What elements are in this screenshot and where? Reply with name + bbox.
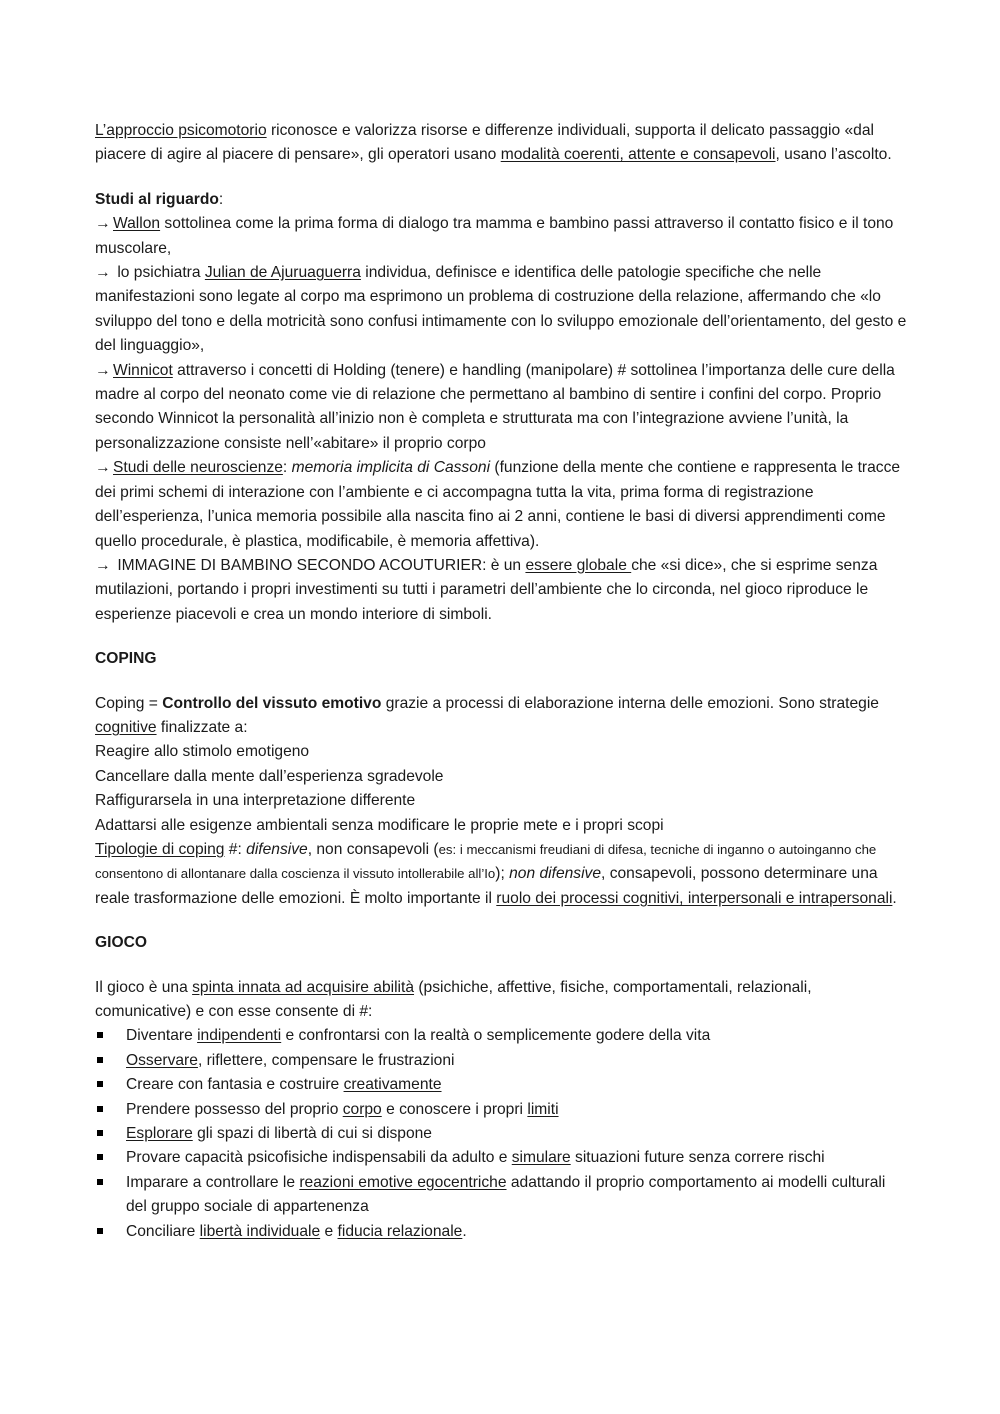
bullet-underline: indipendenti	[197, 1027, 282, 1045]
list-item	[95, 1098, 907, 1122]
arrow-right-icon: →	[95, 361, 111, 379]
gioco-def-post: (psichiche, affettive, fisiche, comportamentali, relazionali, comunicative) e con esse consente di #:	[95, 978, 812, 1020]
coping-types-text3: , consapevoli, possono determinare una reale trasformazione delle emozioni. È molto importante il	[95, 865, 878, 907]
coping-types-text2: );	[495, 865, 510, 883]
studi-item-neuroscienze	[95, 456, 907, 554]
coping-types-title: Tipologie di coping	[95, 840, 225, 858]
square-bullet-icon	[97, 1057, 103, 1063]
bullet-text: adattando il proprio comportamento ai modelli culturali del gruppo sociale di appartenenza	[126, 1173, 886, 1216]
bullet-text: , riflettere, compensare le frustrazioni	[197, 1051, 455, 1069]
bullet-text: e	[320, 1222, 338, 1240]
square-bullet-icon	[97, 1081, 103, 1087]
bullet-text: situazioni future senza correre rischi	[570, 1149, 825, 1167]
bullet-text: Imparare a controllare le	[126, 1173, 300, 1191]
arrow-right-icon: →	[95, 556, 111, 574]
coping-types-example: es: i meccanismi freudiani di difesa, tecniche di inganno o autoinganno che consentono di allontanare dalla coscienza il vissuto intollerabile all’Io	[95, 841, 877, 882]
arrow-right-icon: →	[95, 215, 111, 233]
bullet-text: Diventare	[126, 1027, 198, 1045]
coping-item: Cancellare dalla mente dall’esperienza sgradevole	[95, 767, 444, 785]
bullet-text: Provare capacità psicofisiche indispensabili da adulto e	[126, 1149, 512, 1167]
arrow-right-icon: →	[95, 264, 111, 282]
bullet-underline: simulare	[511, 1149, 571, 1167]
square-bullet-icon	[97, 1032, 103, 1038]
neuroscienze-title: Studi delle neuroscienze	[113, 459, 283, 477]
list-item	[95, 1073, 907, 1097]
gioco-def-underline: spinta innata ad acquisire abilità	[192, 978, 415, 996]
coping-types-emphasis: ruolo dei processi cognitivi, interpersonali e intrapersonali	[496, 889, 893, 907]
bullet-text: Creare con fantasia e costruire	[126, 1076, 344, 1094]
studi-heading	[95, 188, 907, 212]
coping-def-bold: Controllo del vissuto emotivo	[162, 694, 382, 712]
intro-term: L’approccio psicomotorio	[95, 122, 267, 139]
neuroscienze-concept: memoria implicita di Cassoni	[291, 459, 491, 477]
bullet-underline: libertà individuale	[199, 1222, 321, 1240]
aucouturier-text: che «si dice», che si esprime senza mutilazioni, portando i propri investimenti su tutti i parametri dell’ambiente che lo circonda, nel gioco riproduce le esperienze piacevoli e crea un mondo interiore di simboli.	[95, 556, 878, 623]
bullet-text: e confrontarsi con la realtà o semplicemente godere della vita	[281, 1027, 711, 1045]
studi-item-winnicot	[95, 359, 907, 457]
gioco-def-pre: Il gioco è una	[95, 978, 193, 996]
coping-types-text1: , non consapevoli (	[307, 840, 439, 858]
coping-heading: COPING	[95, 650, 157, 668]
intro-text: riconosce e valorizza risorse e differenze individuali, supporta il delicato passaggio «dal piacere di agire al piacere di pensare», gli operatori usano	[95, 122, 874, 164]
coping-definition	[95, 692, 907, 741]
bullet-text: Conciliare	[126, 1222, 200, 1240]
list-item	[95, 1146, 907, 1170]
coping-def-post: finalizzate a:	[156, 718, 248, 736]
bullet-underline: corpo	[342, 1100, 382, 1118]
studi-heading-label: Studi al riguardo	[95, 190, 219, 208]
document-body	[95, 119, 907, 1244]
coping-def-underline: cognitive	[95, 718, 157, 736]
author-winnicot: Winnicot	[113, 361, 173, 379]
gioco-definition	[95, 976, 907, 1025]
author-wallon: Wallon	[113, 215, 161, 233]
coping-types-difensive: difensive	[246, 840, 308, 858]
coping-def-mid: grazie a processi di elaborazione interna delle emozioni. Sono strategie	[381, 694, 879, 712]
ajuriaguerra-text: individua, definisce e identifica delle patologie specifiche che nelle manifestazioni sono legate al corpo ma esprimono un problema di costruzione della relazione, affermando che «lo sviluppo del tono e della motricità sono confusi intimamente con lo sviluppo emozionale dell’orientamento, del gesto e del linguaggio»,	[95, 264, 907, 355]
coping-item: Reagire allo stimolo emotigeno	[95, 743, 310, 761]
coping-types-end: .	[892, 889, 897, 907]
author-ajuriaguerra: Julian de Ajuruaguerra	[204, 264, 361, 282]
square-bullet-icon	[97, 1154, 103, 1160]
ajuriaguerra-pre: lo psichiatra	[113, 264, 205, 282]
arrow-right-icon: →	[95, 459, 111, 477]
square-bullet-icon	[97, 1130, 103, 1136]
square-bullet-icon	[97, 1106, 103, 1112]
coping-item: Adattarsi alle esigenze ambientali senza modificare le proprie mete e i propri scopi	[95, 816, 664, 834]
coping-types-hash: #:	[224, 840, 247, 858]
list-item	[95, 1122, 907, 1146]
studi-item-ajuriaguerra	[95, 261, 907, 359]
wallon-text: sottolinea come la prima forma di dialogo tra mamma e bambino passi attraverso il contatto fisico e il tono muscolare,	[95, 215, 894, 257]
bullet-underline: fiducia relazionale	[337, 1222, 463, 1240]
coping-types	[95, 838, 907, 911]
bullet-underline: Osservare	[126, 1051, 198, 1069]
list-item	[95, 1049, 907, 1073]
list-item	[95, 1171, 907, 1220]
studi-heading-colon: :	[218, 190, 224, 208]
intro-paragraph	[95, 119, 907, 168]
aucouturier-term: essere globale	[525, 556, 632, 574]
intro-emphasis: modalità coerenti, attente e consapevoli	[500, 146, 776, 164]
gioco-bullet-list	[95, 1024, 907, 1244]
intro-text-end: , usano l’ascolto.	[775, 146, 892, 164]
bullet-text: gli spazi di libertà di cui si dispone	[192, 1125, 432, 1143]
gioco-heading: GIOCO	[95, 934, 147, 952]
neuroscienze-colon: :	[282, 459, 292, 477]
coping-item: Raffigurarsela in una interpretazione differente	[95, 792, 416, 810]
studi-item-aucouturier	[95, 554, 907, 627]
winnicot-text: attraverso i concetti di Holding (tenere) e handling (manipolare) # sottolinea l’importanza delle cure della madre al corpo del neonato come vie di relazione che permettano al bambino di sentire i confini del corpo. Proprio secondo Winnicot la personalità all’inizio non è completa e strutturata ma con l’integrazione avviene l’unità, la personalizzazione consiste nell’«abitare» il proprio corpo	[95, 361, 895, 452]
bullet-underline: reazioni emotive egocentriche	[299, 1173, 507, 1191]
bullet-text: Prendere possesso del proprio	[126, 1100, 343, 1118]
coping-types-non-difensive: non difensive	[509, 865, 602, 883]
neuroscienze-text: (funzione della mente che contiene e rappresenta le tracce dei primi schemi di interazione con l’ambiente e ci accompagna tutta la vita, prima forma di registrazione dell’esperienza, l’unica memoria possibile alla nascita fino ai 2 anni, contiene le basi di diversi apprendimenti come quello procedurale, è plastica, modificabile, è memoria affettiva).	[95, 459, 901, 550]
square-bullet-icon	[97, 1179, 103, 1185]
bullet-underline: limiti	[527, 1100, 559, 1118]
list-item	[95, 1024, 907, 1048]
bullet-underline: Esplorare	[126, 1125, 193, 1143]
square-bullet-icon	[97, 1228, 103, 1234]
list-item	[95, 1220, 907, 1244]
bullet-text: .	[462, 1222, 467, 1240]
bullet-underline: creativamente	[343, 1076, 442, 1094]
bullet-text: e conoscere i propri	[381, 1100, 528, 1118]
studi-item-wallon	[95, 212, 907, 261]
aucouturier-pre: IMMAGINE DI BAMBINO SECONDO ACOUTURIER: è un	[113, 556, 526, 574]
coping-def-pre: Coping =	[95, 694, 163, 712]
